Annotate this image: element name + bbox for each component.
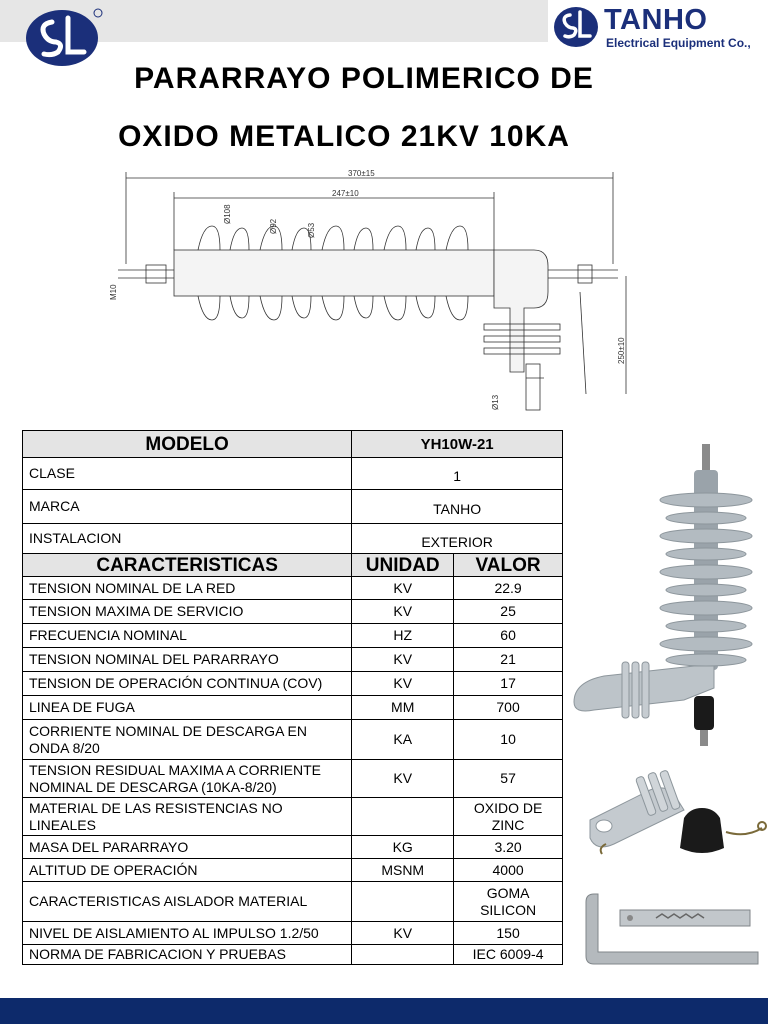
table-row <box>23 672 563 696</box>
dim-bracket: 250±10 <box>617 337 626 364</box>
dim-d2: Ø92 <box>269 218 278 234</box>
table-row-section <box>23 554 563 577</box>
dim-d1: Ø108 <box>223 204 232 224</box>
char-unit: KV <box>352 577 454 600</box>
char-label: ALTITUD DE OPERACIÓN <box>23 859 352 882</box>
char-unit: KV <box>352 922 454 945</box>
dim-total: 370±15 <box>348 169 375 178</box>
info-label: CLASE <box>23 458 352 490</box>
char-unit: MSNM <box>352 859 454 882</box>
char-label: FRECUENCIA NOMINAL <box>23 624 352 648</box>
char-value: IEC 6009-4 <box>454 945 563 965</box>
char-unit <box>352 945 454 965</box>
char-label: CARACTERISTICAS AISLADOR MATERIAL <box>23 882 352 922</box>
footer-bar <box>0 998 768 1024</box>
page-title-line1: PARARRAYO POLIMERICO DE <box>134 62 594 95</box>
char-label: LINEA DE FUGA <box>23 696 352 720</box>
product-photos <box>566 440 768 980</box>
char-value: 60 <box>454 624 563 648</box>
char-value: 4000 <box>454 859 563 882</box>
table-row <box>23 524 563 554</box>
mounting-bracket-photo-icon <box>586 894 758 964</box>
value-header: VALOR <box>454 554 563 577</box>
section-label: CARACTERISTICAS <box>23 554 352 577</box>
dim-d3: Ø53 <box>307 222 316 238</box>
char-label: TENSION RESIDUAL MAXIMA A CORRIENTE NOMINAL DE DESCARGA (10KA-8/20) <box>23 760 352 798</box>
table-row <box>23 882 563 922</box>
char-unit: KG <box>352 836 454 859</box>
sl-logo-icon <box>22 4 106 68</box>
table-row <box>23 859 563 882</box>
char-label: CORRIENTE NOMINAL DE DESCARGA EN ONDA 8/20 <box>23 720 352 760</box>
page-title-line2: OXIDO METALICO 21KV 10KA <box>118 120 570 153</box>
char-unit: KV <box>352 600 454 624</box>
model-label: MODELO <box>23 431 352 458</box>
char-label: MASA DEL PARARRAYO <box>23 836 352 859</box>
table-row <box>23 490 563 524</box>
arrester-photo-icon <box>574 444 752 746</box>
table-row <box>23 600 563 624</box>
char-unit <box>352 798 454 836</box>
arrester-technical-drawing <box>108 168 628 416</box>
table-row <box>23 720 563 760</box>
char-label: MATERIAL DE LAS RESISTENCIAS NO LINEALES <box>23 798 352 836</box>
char-label: NIVEL DE AISLAMIENTO AL IMPULSO 1.2/50 <box>23 922 352 945</box>
spec-table <box>22 430 563 965</box>
char-unit: KA <box>352 720 454 760</box>
dim-body: 247±10 <box>332 189 359 198</box>
char-value: GOMA SILICON <box>454 882 563 922</box>
brand-subtitle: Electrical Equipment Co., <box>606 36 751 50</box>
char-value: 22.9 <box>454 577 563 600</box>
char-value: 150 <box>454 922 563 945</box>
tanho-logo-icon <box>550 2 602 50</box>
char-value: 3.20 <box>454 836 563 859</box>
char-value: 17 <box>454 672 563 696</box>
char-value: OXIDO DE ZINC <box>454 798 563 836</box>
info-value: 1 <box>352 458 563 490</box>
char-label: TENSION DE OPERACIÓN CONTINUA (COV) <box>23 672 352 696</box>
info-value: EXTERIOR <box>352 524 563 554</box>
table-row <box>23 624 563 648</box>
char-value: 57 <box>454 760 563 798</box>
table-row <box>23 836 563 859</box>
table-row <box>23 648 563 672</box>
table-row <box>23 696 563 720</box>
unit-header: UNIDAD <box>352 554 454 577</box>
char-value: 10 <box>454 720 563 760</box>
accessory-photo-icon <box>590 770 766 854</box>
table-row <box>23 798 563 836</box>
brand-name: TANHO <box>604 4 708 36</box>
char-value: 21 <box>454 648 563 672</box>
model-value: YH10W-21 <box>352 431 563 458</box>
char-unit: KV <box>352 760 454 798</box>
char-label: TENSION NOMINAL DE LA RED <box>23 577 352 600</box>
table-row <box>23 760 563 798</box>
info-value: TANHO <box>352 490 563 524</box>
char-value: 700 <box>454 696 563 720</box>
char-unit: KV <box>352 648 454 672</box>
info-label: INSTALACION <box>23 524 352 554</box>
dim-hole: Ø13 <box>491 394 500 410</box>
char-unit: HZ <box>352 624 454 648</box>
char-unit: KV <box>352 672 454 696</box>
table-row <box>23 945 563 965</box>
info-label: MARCA <box>23 490 352 524</box>
char-label: NORMA DE FABRICACION Y PRUEBAS <box>23 945 352 965</box>
char-label: TENSION NOMINAL DEL PARARRAYO <box>23 648 352 672</box>
char-value: 25 <box>454 600 563 624</box>
table-row <box>23 922 563 945</box>
char-label: TENSION MAXIMA DE SERVICIO <box>23 600 352 624</box>
char-unit <box>352 882 454 922</box>
table-row <box>23 577 563 600</box>
char-unit: MM <box>352 696 454 720</box>
table-row <box>23 458 563 490</box>
table-row-model <box>23 431 563 458</box>
dim-thread: M10 <box>109 284 118 300</box>
